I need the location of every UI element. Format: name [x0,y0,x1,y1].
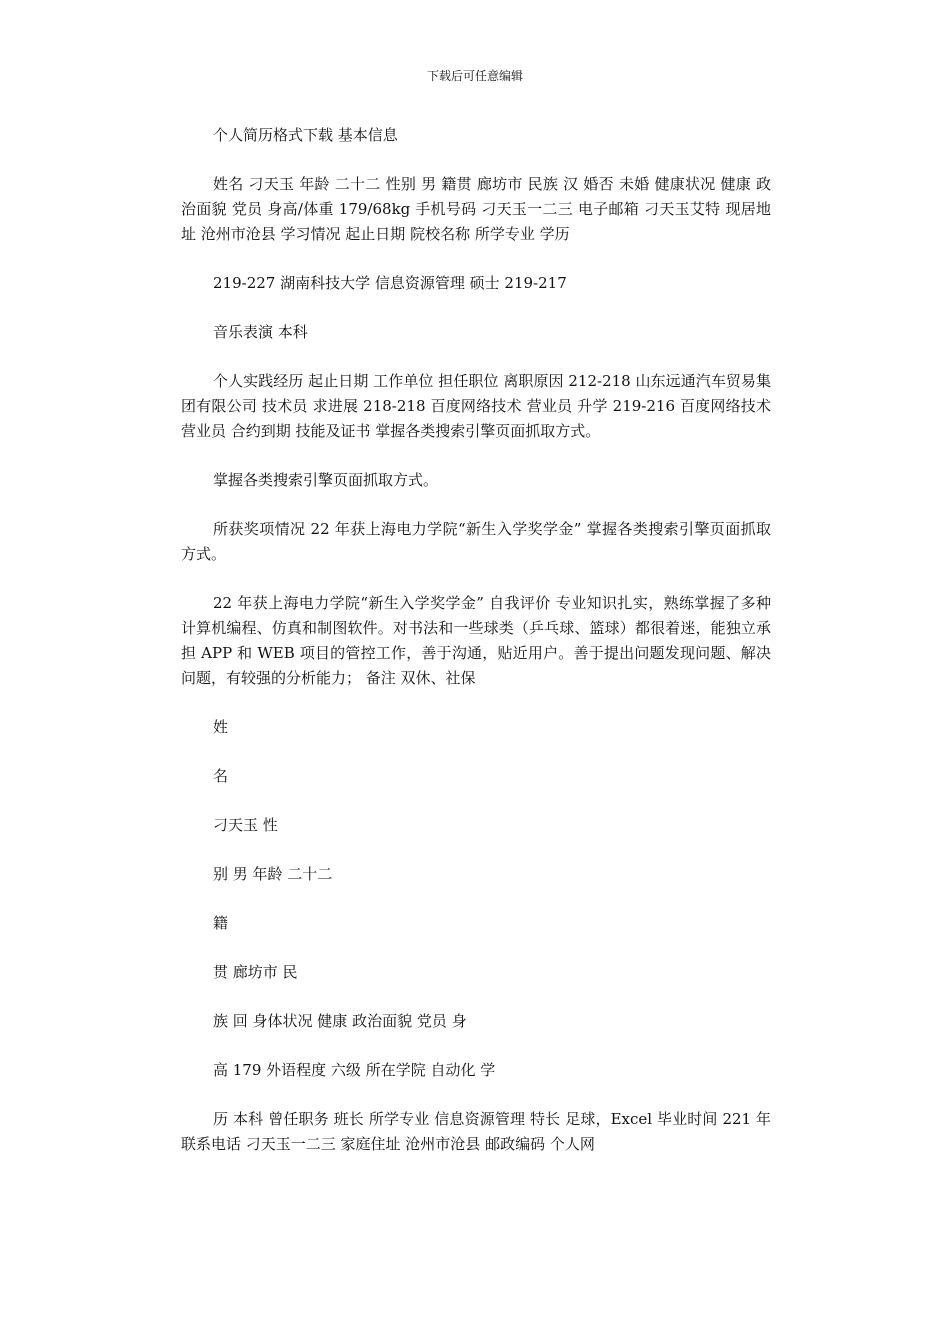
awards-paragraph: 所获奖项情况 22 年获上海电力学院“新生入学奖学金” 掌握各类搜索引擎页面抓取方式。 [181,520,771,563]
table-text-line: 高 179 外语程度 六级 所在学院 自动化 学 [213,1061,496,1079]
document-body [181,123,771,1181]
table-text-line: 贯 廊坊市 民 [213,963,298,981]
education-paragraph-2: 音乐表演 本科 [213,323,308,341]
table-text-line: 籍 [213,914,229,932]
basic-info-paragraph: 姓名 刁天玉 年龄 二十二 性别 男 籍贯 廊坊市 民族 汉 婚否 未婚 健康状况 健康 政治面貌 党员 身高/体重 179/68kg 手机号码 刁天玉一二三 电子邮箱 刁天玉艾特 现居地址 沧州市沧县 学习情况 起止日期 院校名称 所学专业 学历 [181,175,771,243]
table-text-line: 族 回 身体状况 健康 政治面貌 党员 身 [213,1012,467,1030]
table-text-line: 别 男 年龄 二十二 [213,865,333,883]
self-evaluation-paragraph: 22 年获上海电力学院“新生入学奖学金” 自我评价 专业知识扎实，熟练掌握了多种计算机编程、仿真和制图软件。对书法和一些球类（乒乓球、篮球）都很着迷，能独立承担 APP 和 WEB 项目的管控工作，善于沟通，贴近用户。善于提出问题发现问题、解决问题，有较强的分析能力； 备注 双休、社保 [181,594,771,687]
education-paragraph-1: 219-227 湖南科技大学 信息资源管理 硕士 219-217 [213,274,567,292]
table-text-line: 刁天玉 性 [213,816,278,834]
experience-paragraph: 个人实践经历 起止日期 工作单位 担任职位 离职原因 212-218 山东远通汽车贸易集团有限公司 技术员 求进展 218-218 百度网络技术 营业员 升学 219-216 百度网络技术 营业员 合约到期 技能及证书 掌握各类搜索引擎页面抓取方式。 [181,372,771,440]
header-note: 下载后可任意编辑 [426,69,523,83]
table-text-line: 姓 [213,718,229,736]
table-text-line-last: 历 本科 曾任职务 班长 所学专业 信息资源管理 特长 足球，Excel 毕业时间 221 年 联系电话 刁天玉一二三 家庭住址 沧州市沧县 邮政编码 个人网 [181,1110,771,1153]
section-title-basic-info: 个人简历格式下载 基本信息 [213,126,398,144]
table-text-line: 名 [213,767,229,785]
skills-paragraph: 掌握各类搜索引擎页面抓取方式。 [213,471,439,489]
